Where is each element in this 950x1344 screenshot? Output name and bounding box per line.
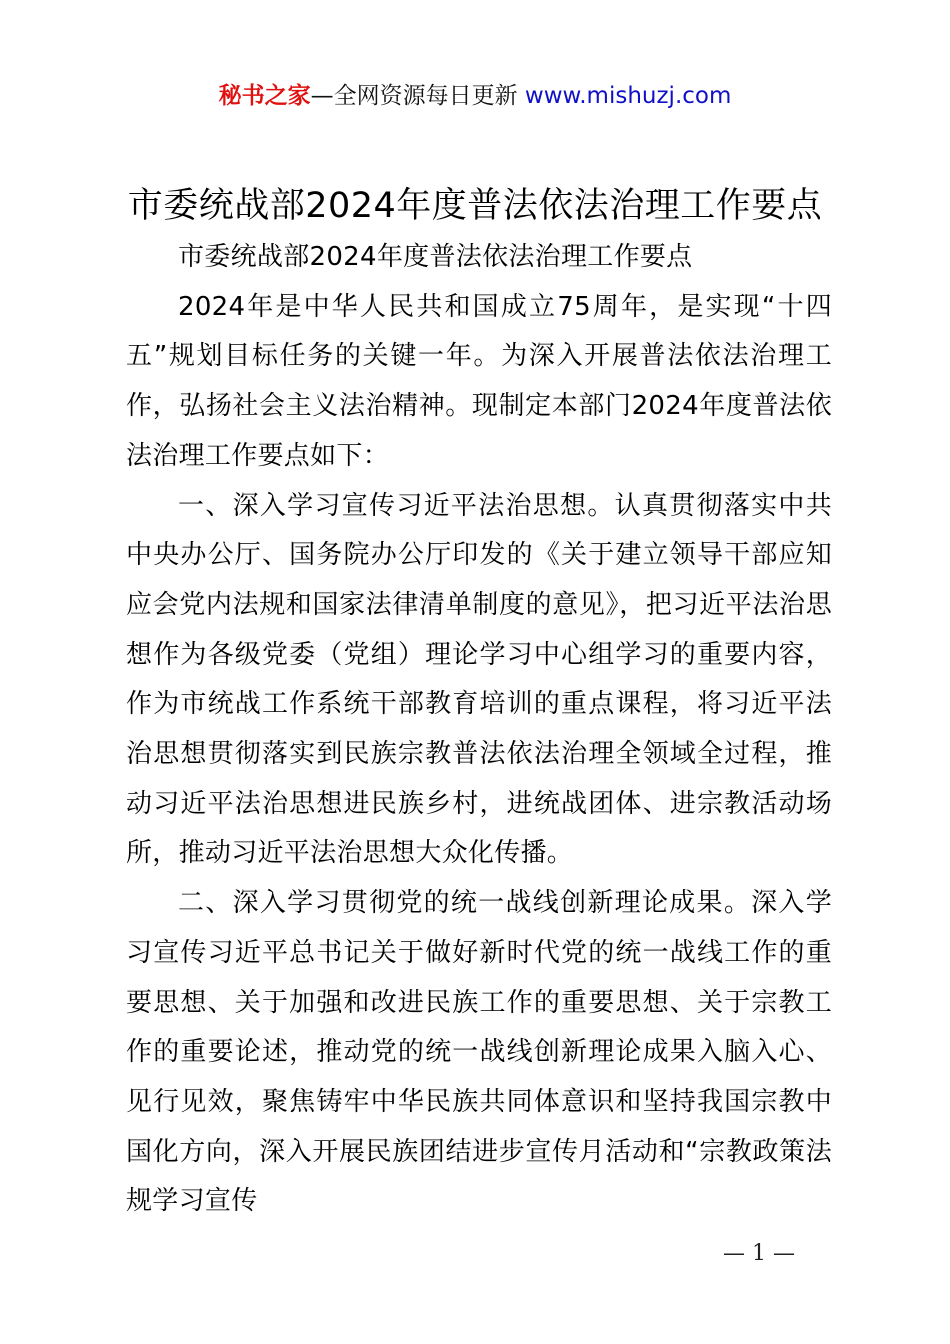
banner-tagline: —全网资源每日更新: [310, 83, 525, 109]
body-paragraph: 一、深入学习宣传习近平法治思想。认真贯彻落实中共中央办公厅、国务院办公厅印发的《关于建立领导干部应知应会党内法规和国家法律清单制度的意见》，把习近平法治思想作为各级党委（党组）理论学习中心组学习的重要内容，作为市统战工作系统干部教育培训的重点课程，将习近平法治思想贯彻落实到民族宗教普法依法治理全领域全过程，推动习近平法治思想进民族乡村，进统战团体、进宗教活动场所，推动习近平法治思想大众化传播。: [126, 490, 832, 869]
site-url-link[interactable]: www.mishuzj.com: [524, 83, 732, 109]
brand-name: 秘书之家: [218, 83, 311, 109]
site-banner: [0, 80, 950, 112]
body-paragraph: 2024年是中华人民共和国成立75周年，是实现“十四五”规划目标任务的关键一年。为深入开展普法依法治理工作，弘扬社会主义法治精神。现制定本部门2024年度普法依法治理工作要点如下：: [126, 291, 832, 471]
body-paragraph: 市委统战部2024年度普法依法治理工作要点: [178, 242, 693, 272]
document-body: [126, 233, 832, 1227]
page-number: — 1 —: [723, 1241, 795, 1266]
document-title: 市委统战部2024年度普法依法治理工作要点: [127, 186, 823, 226]
body-paragraph: 二、深入学习贯彻党的统一战线创新理论成果。深入学习宣传习近平总书记关于做好新时代党的统一战线工作的重要思想、关于加强和改进民族工作的重要思想、关于宗教工作的重要论述，推动党的统一战线创新理论成果入脑入心、见行见效，聚焦铸牢中华民族共同体意识和坚持我国宗教中国化方向，深入开展民族团结进步宣传月活动和“宗教政策法规学习宣传: [126, 888, 832, 1217]
